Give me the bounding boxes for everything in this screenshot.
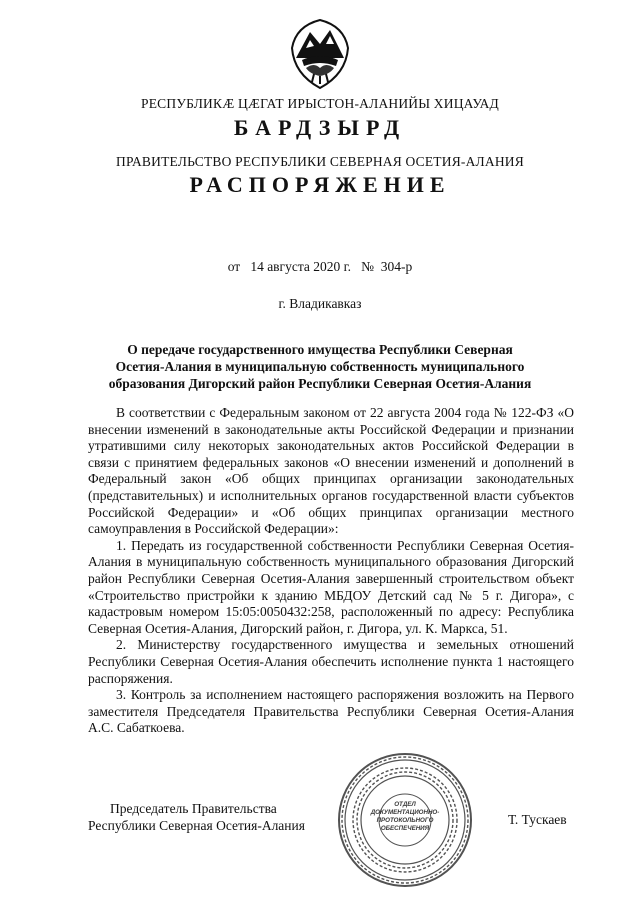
date-and-number-line <box>0 259 640 275</box>
seal-text-line: ОТДЕЛ <box>394 801 416 808</box>
order-item-2: 2. Министерству государственного имущества и земельных отношений Республики Северная Осетия-Алания обеспечить исполнение пункта 1 настоящего распоряжения. <box>88 637 574 686</box>
date-prefix: от <box>227 259 241 274</box>
seal-text-line: ОБЕСПЕЧЕНИЯ <box>380 825 430 832</box>
preamble-paragraph: В соответствии с Федеральным законом от 22 августа 2004 года № 122-ФЗ «О внесении изменений в законодательные акты Российской Федерации и признании утратившими силу некоторых законодательных актов Российской Федерации в связи с принятием федеральных законов «О внесении изменений и дополнений в Федеральный закон «Об общих принципах организации законодательных (представительных) и исполнительных органов государственной власти субъектов Российской Федерации» и «Об общих принципах организации местного самоуправления в Российской Федерации»: <box>88 405 574 537</box>
document-number: 304-р <box>380 259 413 274</box>
title-line: Осетия-Алания в муниципальную собственность муниципального <box>115 359 525 374</box>
document-date: 14 августа 2020 г. <box>250 259 352 274</box>
russian-document-type: РАСПОРЯЖЕНИЕ <box>189 172 451 197</box>
title-line: О передаче государственного имущества Республики Северная <box>127 342 513 357</box>
number-sign: № <box>361 259 375 274</box>
coat-of-arms-emblem <box>284 18 356 90</box>
seal-text-line: ПРОТОКОЛЬНОГО <box>376 817 434 824</box>
order-item-3: 3. Контроль за исполнением настоящего распоряжения возложить на Первого заместителя Председателя Правительства Республики Северная Осетия-Алания А.С. Сабаткоева. <box>88 687 574 736</box>
ossetian-government-title: РЕСПУБЛИКÆ ЦÆГАТ ИРЫСТОН-АЛАНИЙЫ ХИЦАУАД <box>141 96 499 111</box>
official-seal-stamp <box>335 750 475 890</box>
document-title <box>0 341 640 392</box>
signatory-name: Т. Тускаев <box>508 812 567 827</box>
title-line: образования Дигорский район Республики Северная Осетия-Алания <box>108 376 532 391</box>
seal-text-line: ДОКУМЕНТАЦИОННО- <box>370 809 440 816</box>
order-item-1: 1. Передать из государственной собственности Республики Северная Осетия-Алания в муниципальную собственность муниципального образования Дигорский район Республики Северная Осетия-Алания завершенный строительством объект «Строительство пристройки к зданию МБДОУ Детский сад № 5 г. Дигора», с кадастровым номером 15:05:0050432:258, расположенный по адресу: Республика Северная Осетия-Алания, Дигорский район, г. Дигора, ул. К. Маркса, 51. <box>88 537 574 636</box>
signatory-position-line: Республики Северная Осетия-Алания <box>88 818 305 833</box>
russian-government-title: ПРАВИТЕЛЬСТВО РЕСПУБЛИКИ СЕВЕРНАЯ ОСЕТИЯ-АЛАНИЯ <box>116 154 524 169</box>
signatory-position <box>88 800 305 834</box>
ossetian-document-type: БАРДЗЫРД <box>233 115 407 140</box>
signatory-position-line: Председатель Правительства <box>110 801 277 816</box>
document-body <box>88 405 574 737</box>
issue-city: г. Владикавказ <box>278 296 362 311</box>
